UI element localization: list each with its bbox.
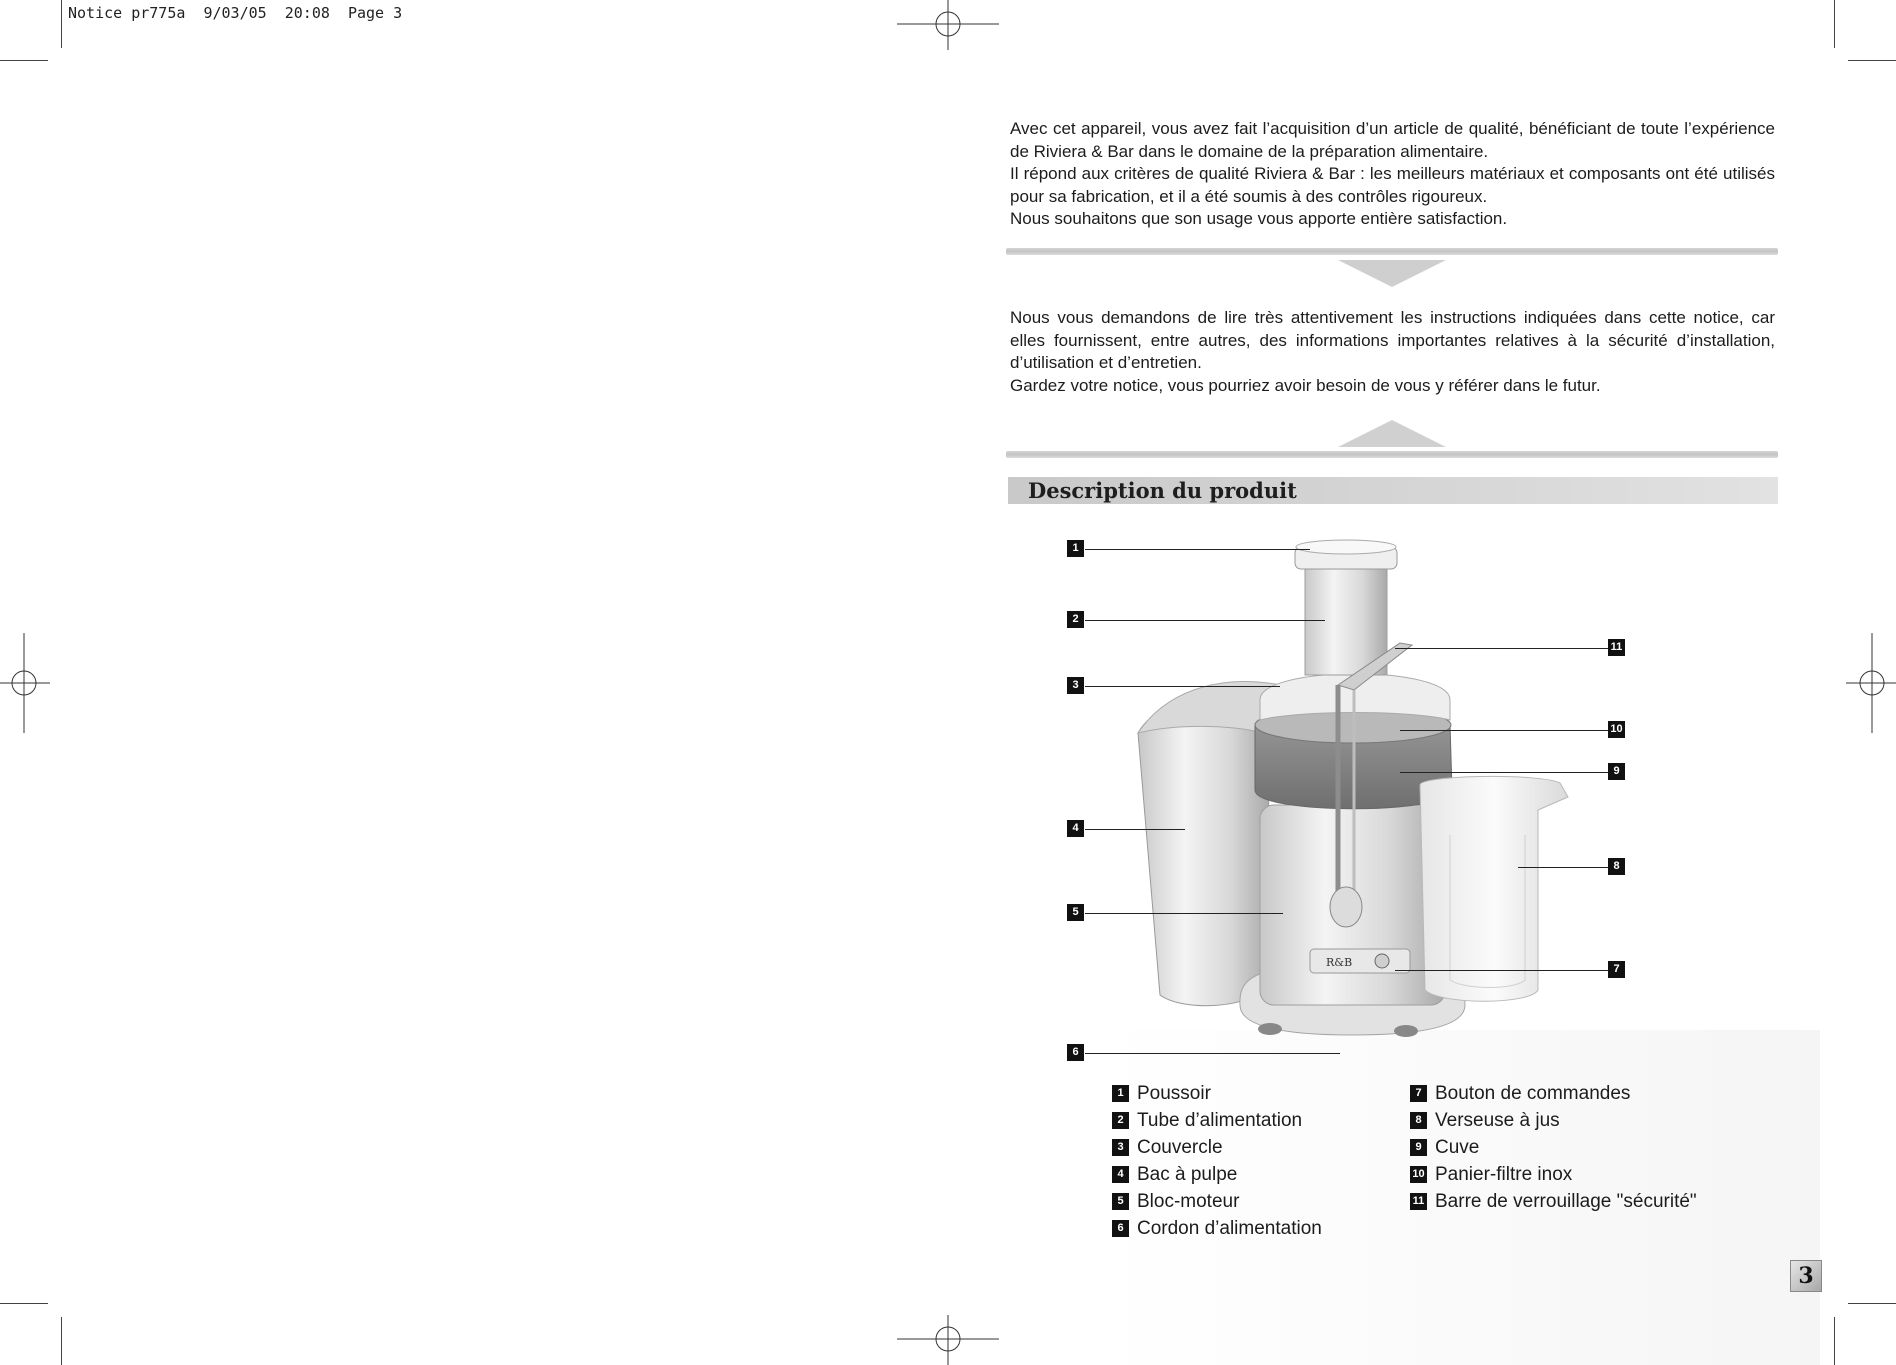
legend-label: Barre de verrouillage "sécurité" xyxy=(1435,1190,1697,1212)
intro-paragraph xyxy=(1010,118,1775,231)
marker-7: 7 xyxy=(1608,961,1625,978)
legend-label: Couvercle xyxy=(1137,1136,1223,1158)
crop-mark xyxy=(1834,0,1835,48)
legend-number: 7 xyxy=(1410,1085,1427,1102)
crop-mark xyxy=(0,60,48,61)
marker-1: 1 xyxy=(1067,540,1084,557)
legend-item xyxy=(1112,1161,1322,1188)
legend-label: Cordon d’alimentation xyxy=(1137,1217,1322,1239)
crop-mark xyxy=(61,0,62,48)
legend-label: Tube d’alimentation xyxy=(1137,1109,1303,1131)
legend-number: 8 xyxy=(1410,1112,1427,1129)
leader-line xyxy=(1400,772,1608,773)
leader-line xyxy=(1400,730,1608,731)
legend-item xyxy=(1112,1080,1322,1107)
legend-label: Verseuse à jus xyxy=(1435,1109,1560,1131)
leader-line xyxy=(1395,970,1608,971)
legend-label: Cuve xyxy=(1435,1136,1480,1158)
divider-rule xyxy=(1006,451,1778,458)
marker-8: 8 xyxy=(1608,858,1625,875)
arrow-down-icon xyxy=(1338,260,1446,288)
intro-line: Nous souhaitons que son usage vous apporte entière satisfaction. xyxy=(1010,209,1508,229)
registration-mark xyxy=(1846,633,1896,733)
warning-line: Gardez votre notice, vous pourriez avoir besoin de vous y référer dans le futur. xyxy=(1010,375,1601,395)
legend-label: Bloc-moteur xyxy=(1137,1190,1240,1212)
legend-item xyxy=(1112,1188,1322,1215)
legend-item xyxy=(1410,1134,1697,1161)
legend-item xyxy=(1112,1107,1322,1134)
legend-item xyxy=(1112,1134,1322,1161)
legend-number: 9 xyxy=(1410,1139,1427,1156)
page-number: 3 xyxy=(1790,1260,1822,1292)
divider-rule xyxy=(1006,248,1778,255)
legend-number: 2 xyxy=(1112,1112,1129,1129)
legend-label: Bac à pulpe xyxy=(1137,1163,1238,1185)
marker-4: 4 xyxy=(1067,820,1084,837)
registration-mark xyxy=(897,0,999,50)
leader-line xyxy=(1395,648,1608,649)
legend-item xyxy=(1410,1188,1697,1215)
legend-label: Panier-filtre inox xyxy=(1435,1163,1573,1185)
legend-number: 10 xyxy=(1410,1166,1427,1183)
legend-number: 1 xyxy=(1112,1085,1129,1102)
printer-slug: Notice pr775a 9/03/05 20:08 Page 3 xyxy=(68,4,403,22)
leader-line xyxy=(1085,1053,1340,1054)
legend-number: 6 xyxy=(1112,1220,1129,1237)
legend-item xyxy=(1112,1215,1322,1242)
leader-line xyxy=(1085,686,1280,687)
juicer-illustration xyxy=(1120,535,1580,1050)
registration-mark xyxy=(0,633,50,733)
leader-line xyxy=(1518,867,1608,868)
marker-3: 3 xyxy=(1067,677,1084,694)
legend-right xyxy=(1410,1080,1697,1215)
legend-number: 5 xyxy=(1112,1193,1129,1210)
legend-item xyxy=(1410,1161,1697,1188)
intro-line: Il répond aux critères de qualité Riviera & Bar : les meilleurs matériaux et composants ont été utilisés pour sa fabrication, et il a été soumis à des contrôles rigoureux. xyxy=(1010,164,1775,206)
leader-line xyxy=(1085,829,1185,830)
section-heading-bar xyxy=(1008,477,1778,504)
registration-mark xyxy=(897,1315,999,1365)
brand-badge: R&B xyxy=(1326,956,1353,969)
legend-left xyxy=(1112,1080,1322,1242)
leader-line xyxy=(1085,549,1310,550)
crop-mark xyxy=(61,1317,62,1365)
marker-2: 2 xyxy=(1067,611,1084,628)
marker-11: 11 xyxy=(1608,639,1625,656)
marker-6: 6 xyxy=(1067,1044,1084,1061)
intro-line: Avec cet appareil, vous avez fait l’acquisition d’un article de qualité, bénéficiant de toute l’expérience de Riviera & Bar dans le domaine de la préparation alimentaire. xyxy=(1010,119,1775,161)
marker-9: 9 xyxy=(1608,763,1625,780)
legend-number: 3 xyxy=(1112,1139,1129,1156)
legend-label: Bouton de commandes xyxy=(1435,1082,1631,1104)
arrow-up-icon xyxy=(1338,419,1446,447)
crop-mark xyxy=(1848,60,1896,61)
legend-number: 4 xyxy=(1112,1166,1129,1183)
legend-number: 11 xyxy=(1410,1193,1427,1210)
crop-mark xyxy=(0,1303,48,1304)
leader-line xyxy=(1085,620,1325,621)
leader-line xyxy=(1085,913,1283,914)
crop-mark xyxy=(1848,1303,1896,1304)
legend-item xyxy=(1410,1080,1697,1107)
legend-item xyxy=(1410,1107,1697,1134)
warning-line: Nous vous demandons de lire très attentivement les instructions indiquées dans cette notice, car elles fournissent, entre autres, des informations importantes relatives à la sécurité d’installation, d’utilisation et d’entretien. xyxy=(1010,308,1775,373)
marker-5: 5 xyxy=(1067,904,1084,921)
marker-10: 10 xyxy=(1608,721,1625,738)
legend-label: Poussoir xyxy=(1137,1082,1211,1104)
section-title: Description du produit xyxy=(1028,478,1297,503)
crop-mark xyxy=(1834,1317,1835,1365)
warning-paragraph xyxy=(1010,307,1775,397)
